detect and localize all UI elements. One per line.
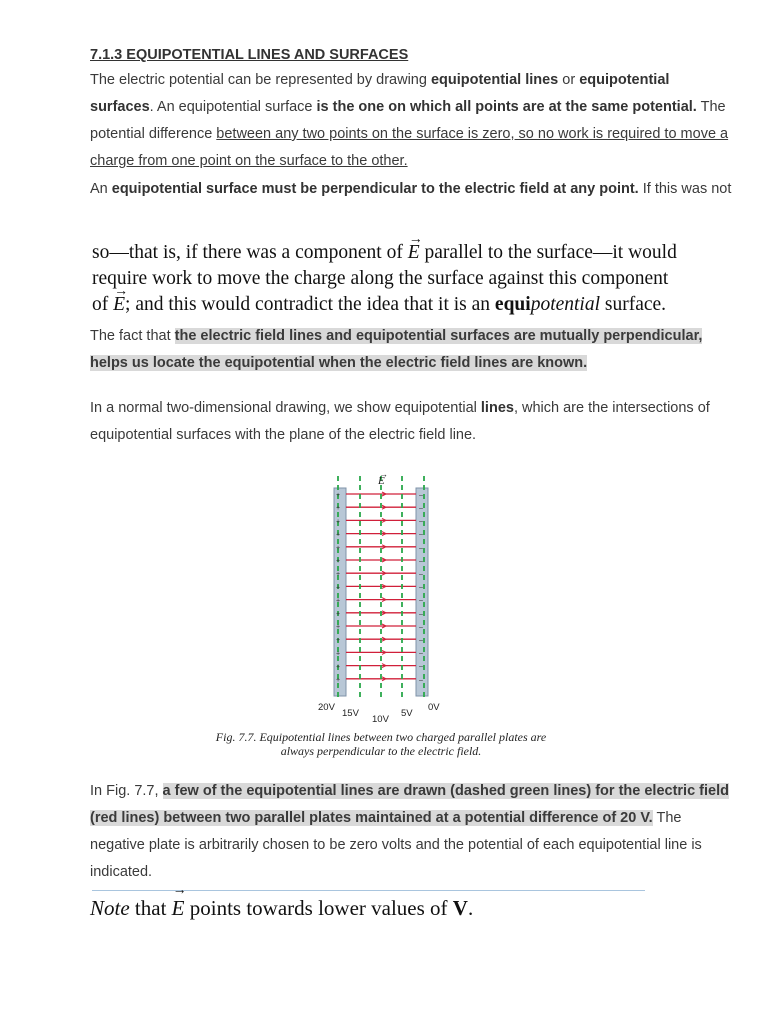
minus-sign: –	[419, 624, 423, 631]
voltage-label-0v: 0V	[428, 702, 440, 713]
text-span: points towards lower values of	[184, 896, 453, 920]
italic-span: potential	[530, 294, 601, 315]
minus-sign: –	[419, 597, 423, 605]
minus-sign: –	[419, 505, 423, 513]
text-span: that	[129, 896, 172, 920]
bold-span: equipotential surface must be perpendicular to the electric field at any point.	[111, 181, 639, 197]
bold-span: V	[452, 896, 468, 920]
bold-span: equipotential lines	[430, 72, 559, 88]
minus-sign: –	[419, 531, 423, 539]
caption-line-1: Fig. 7.7. Equipotential lines between two charged parallel plates are	[215, 730, 547, 744]
note-statement	[90, 896, 645, 921]
text-span: The electric potential can be represented by drawing	[90, 72, 431, 88]
excerpt-line-1	[92, 240, 737, 266]
text-span: or	[558, 72, 580, 88]
plus-sign: +	[336, 597, 341, 605]
text-span: The fact that	[90, 328, 175, 344]
bold-span: lines	[480, 400, 514, 416]
text-span: . An equipotential surface	[149, 99, 317, 115]
text-span: ; and this would contradict the idea that it is an	[125, 294, 495, 315]
minus-sign: –	[419, 676, 423, 684]
text-span: surface.	[600, 294, 667, 315]
paragraph-perpendicular	[90, 176, 735, 203]
voltage-label-20v: 20V	[318, 702, 335, 713]
text-span: In Fig. 7.7,	[90, 783, 163, 799]
minus-sign: –	[419, 663, 423, 671]
highlighted-span: a few of the equipotential lines are drawn (dashed green lines) for the electric field (red lines) between two parallel plates maintained at a potential difference of 20 V.	[90, 783, 729, 826]
e-field-label: E	[378, 475, 385, 487]
excerpt-line-2: require work to move the charge along the surface against this component	[92, 268, 669, 289]
plus-sign: +	[336, 584, 341, 592]
textbook-excerpt	[92, 240, 737, 318]
figure-equipotential-plates	[316, 472, 546, 722]
underlined-span: between any two points on the surface is zero, so no work is required to move a charge from one point on the surface to the other.	[90, 126, 729, 169]
plates-diagram	[316, 472, 546, 722]
bold-span: is the one on which all points are at the same potential.	[316, 99, 697, 115]
text-span: .	[467, 896, 474, 920]
highlighted-span: the electric field lines and equipotential surfaces are mutually perpendicular, helps us locate the equipotential when the electric field lines are known.	[90, 328, 703, 371]
minus-sign: –	[419, 571, 423, 579]
text-span: The potential difference	[90, 99, 726, 142]
plus-sign: +	[336, 531, 341, 539]
text-span: of	[92, 294, 114, 315]
plus-sign: +	[336, 505, 341, 513]
minus-sign: –	[419, 650, 423, 658]
minus-sign: –	[419, 610, 423, 618]
plus-sign: +	[336, 624, 341, 631]
plus-sign: +	[336, 571, 341, 579]
e-field-arrow-icon: →	[379, 472, 388, 479]
plus-sign: +	[336, 518, 341, 526]
text-span: If this was not	[638, 181, 732, 197]
text-span: , which are the intersections of equipotential surfaces with the plane of the electric field line.	[90, 400, 710, 443]
plus-sign: +	[336, 558, 341, 565]
plus-sign: +	[336, 650, 341, 658]
caption-line-2: always perpendicular to the electric field.	[280, 744, 482, 758]
vector-e-symbol: → E	[408, 240, 420, 266]
plus-sign: +	[336, 610, 341, 618]
plus-sign: +	[336, 663, 341, 671]
figure-caption	[146, 730, 616, 758]
minus-sign: –	[419, 637, 423, 645]
section-heading: 7.1.3 EQUIPOTENTIAL LINES AND SURFACES	[90, 47, 409, 63]
minus-sign: –	[419, 492, 423, 499]
paragraph-two-dimensional	[90, 395, 735, 449]
voltage-label-5v: 5V	[401, 708, 413, 719]
minus-sign: –	[419, 518, 423, 526]
bold-span: equipotential surfaces	[90, 72, 670, 115]
text-span: so—that is, if there was a component of	[92, 242, 408, 263]
minus-sign: –	[419, 584, 423, 592]
voltage-label-15v: 15V	[342, 708, 359, 719]
plus-sign: +	[336, 637, 341, 645]
minus-sign: –	[419, 558, 423, 565]
paragraph-fig-explanation	[90, 778, 735, 886]
paragraph-definition	[90, 67, 735, 175]
minus-sign: –	[419, 544, 423, 552]
plus-sign: +	[336, 676, 341, 684]
plus-sign: +	[336, 492, 341, 499]
text-span: The negative plate is arbitrarily chosen to be zero volts and the potential of each equipotential line is indicated.	[90, 810, 702, 880]
excerpt-line-3	[92, 292, 737, 318]
text-span: In a normal two-dimensional drawing, we show equipotential	[90, 400, 481, 416]
vector-e-symbol: → E	[172, 896, 185, 921]
bold-span: equi	[494, 294, 531, 315]
text-span: parallel to the surface—it would	[419, 242, 677, 263]
vector-e-symbol: → E	[113, 292, 125, 318]
plus-sign: +	[336, 544, 341, 552]
text-span: An	[90, 181, 112, 197]
italic-span: Note	[90, 896, 130, 920]
voltage-label-10v: 10V	[372, 714, 389, 722]
paragraph-mutually-perpendicular	[90, 323, 735, 377]
